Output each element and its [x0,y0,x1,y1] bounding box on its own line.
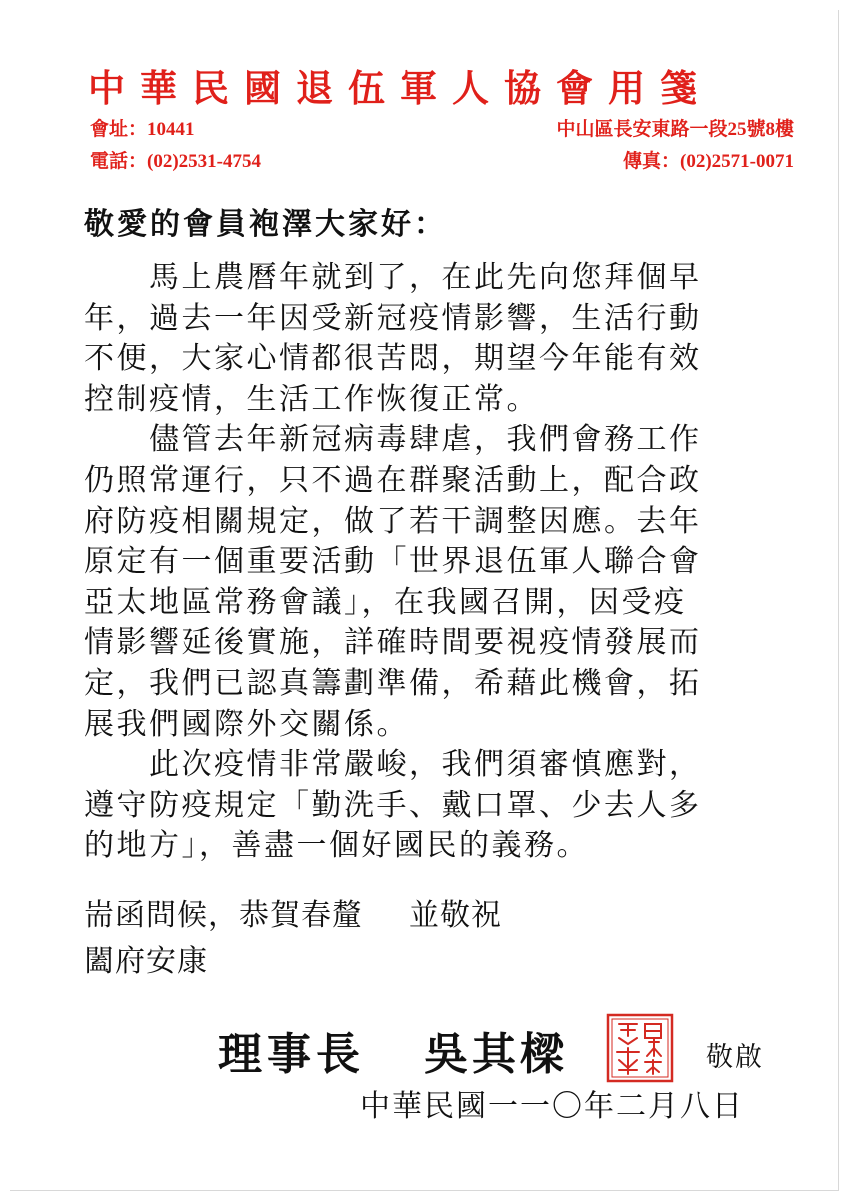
red-seal-stamp-icon [605,1012,675,1084]
closing-greeting [84,896,794,936]
body-line: 年，過去一年因受新冠疫情影響，生活行動 [84,300,702,336]
letterhead-title: 中華民國退伍軍人協會用箋 [88,66,712,110]
address-label: 會址：10441 [90,119,195,140]
body-line: 控制疫情，生活工作恢復正常。 [84,381,539,417]
body-line: 亞太地區常務會議」，在我國召開，因受疫 [84,584,687,620]
body-line: 此次疫情非常嚴峻，我們須審慎應對， [84,747,702,783]
letterhead-address-row [90,117,794,143]
respectful-closing: 敬啟 [706,1042,764,1073]
salutation: 敬愛的會員袍澤大家好： [84,207,447,242]
body-line: 展我們國際外交關係。 [84,706,409,742]
letter-date: 中華民國一一〇年二月八日 [360,1089,744,1124]
fax-number: 傳真：(02)2571-0071 [623,151,794,172]
signer-name: 吳其樑 [424,1029,568,1080]
address-value: 中山區長安東路一段25號8樓 [556,119,794,140]
body-line: 不便，大家心情都很苦悶，期望今年能有效 [84,341,702,377]
signer-title: 理事長 [218,1029,365,1080]
body-line: 仍照常運行，只不過在群聚活動上，配合政 [84,462,702,498]
closing-greeting-text: 耑函問候，恭賀春釐 [84,898,363,933]
body-line: 的地方」，善盡一個好國民的義務。 [84,828,589,864]
closing-wish-text: 並敬祝 [409,898,502,933]
body-line: 府防疫相關規定，做了若干調整因應。去年 [84,503,702,539]
body-line: 原定有一個重要活動「世界退伍軍人聯合會 [84,544,702,580]
body-line: 儘管去年新冠病毒肆虐，我們會務工作 [84,422,702,458]
letter-body [84,258,794,867]
body-line: 遵守防疫規定「勤洗手、戴口罩、少去人多 [84,787,702,823]
body-line: 情影響延後實施，詳確時間要視疫情發展而 [84,625,702,661]
closing-blessing: 闔府安康 [84,944,208,979]
body-line: 馬上農曆年就到了，在此先向您拜個早 [84,260,702,295]
phone-number: 電話：(02)2531-4754 [90,151,261,172]
letterhead-contact-row [90,149,794,175]
body-line: 定，我們已認真籌劃準備，希藉此機會，拓 [84,665,702,701]
